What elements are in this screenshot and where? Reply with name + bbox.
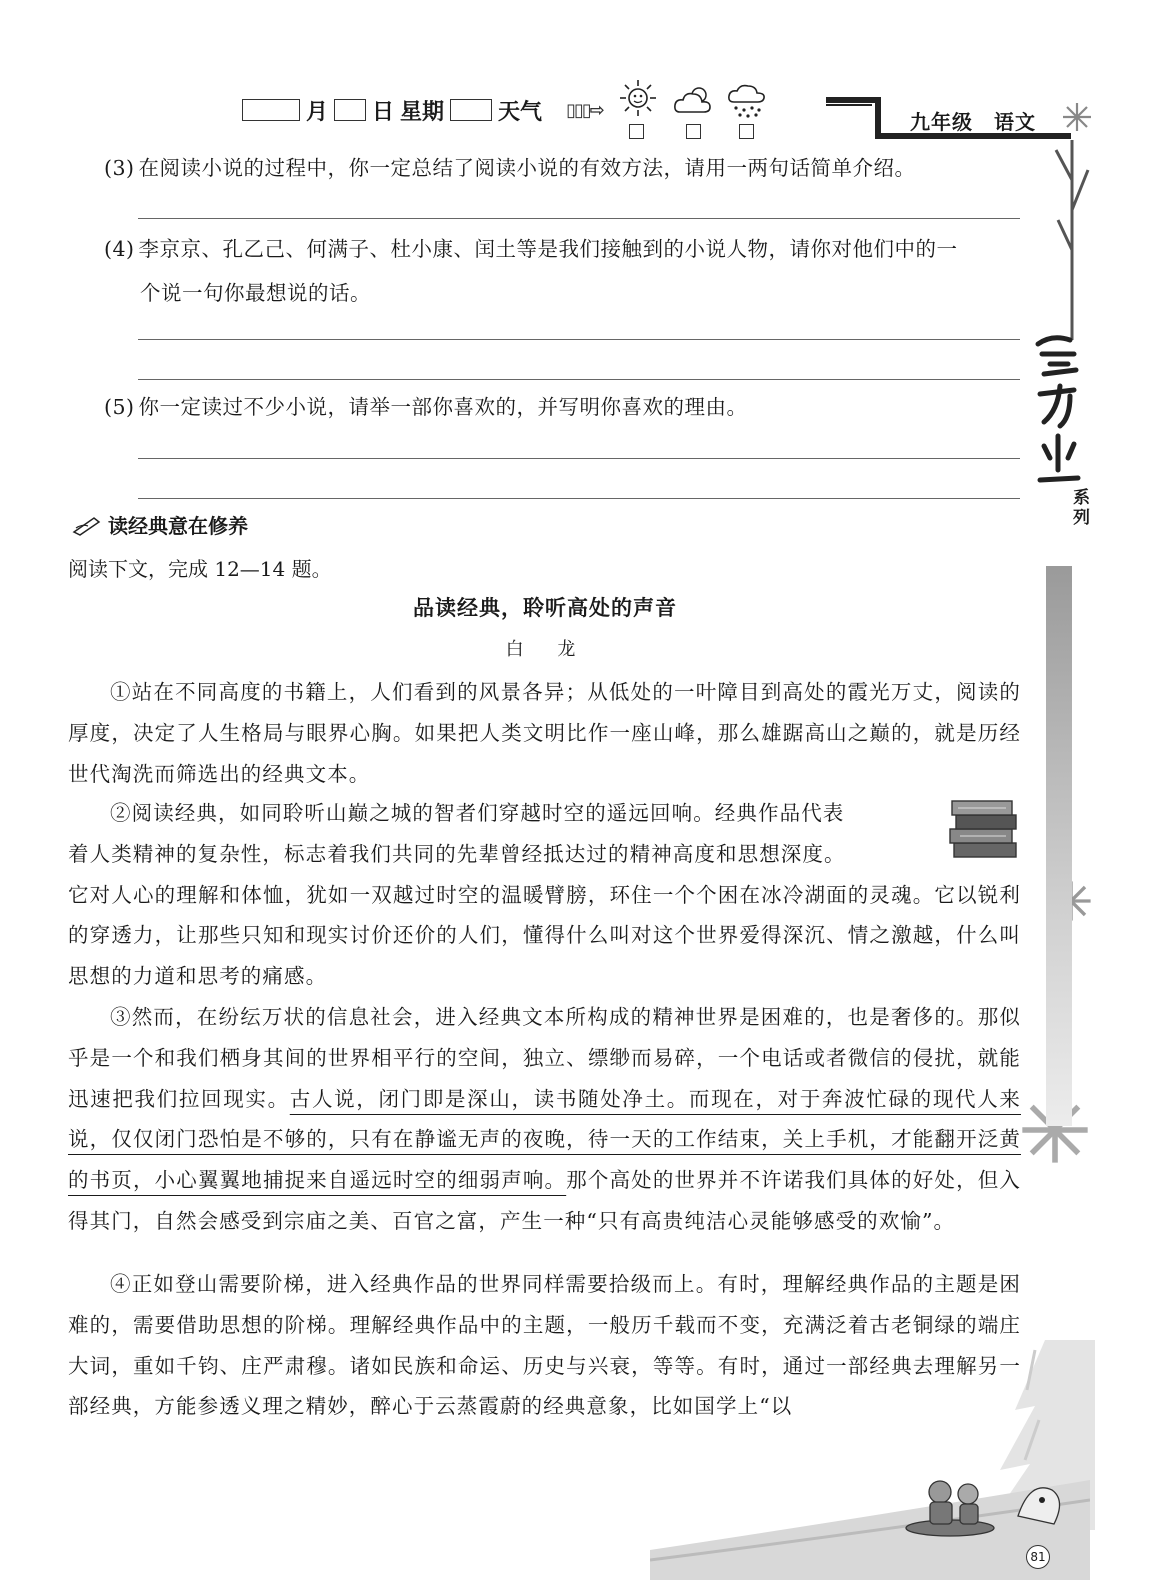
section-heading	[72, 510, 248, 539]
arrow-icon: ▯▯▯⇨	[566, 99, 603, 121]
month-label: 月	[306, 99, 329, 125]
page-number: 81	[1026, 1545, 1050, 1569]
article-author: 白 龙	[505, 639, 590, 660]
paragraph-text-a: ③然而，在纷纭万状的信息社会，进入经典文本所构成的精神世界是困难的，也是奢侈的。那似乎是一个和我们栖身其间的世界相平行的空间，独立、缥缈而易碎，一个电话或者微信的侵扰，就能迅速把我们拉回现实。	[68, 1005, 1021, 1111]
paragraph-1	[68, 672, 1021, 794]
paragraph-2	[68, 793, 1021, 997]
question-4	[104, 227, 1024, 315]
weekday-label: 星期	[400, 99, 445, 125]
paragraph-text	[68, 997, 1021, 1242]
year-box[interactable]	[242, 99, 300, 121]
tree-branch-decoration	[1052, 140, 1092, 340]
question-text: 在阅读小说的过程中，你一定总结了阅读小说的有效方法，请用一两句话简单介绍。	[138, 156, 916, 180]
answer-line[interactable]	[138, 458, 1020, 459]
paragraph-text: 着人类精神的复杂性，标志着我们共同的先辈曾经抵达过的精神高度和思想深度。	[68, 841, 846, 866]
section-heading-text: 读经典意在修养	[108, 514, 248, 538]
day-label: 日	[372, 99, 395, 125]
question-text-continued: 个说一句你最想说的话。	[140, 281, 371, 305]
weather-checkbox-sun[interactable]	[629, 124, 644, 139]
paragraph-3	[68, 997, 1021, 1242]
underlined-passage[interactable]: 古人说，闭门即是深山，读书随处净土。而现在，对于奔波忙碌的现代人来说，仅仅闭门恐怕是不够的，只有在静谧无声的夜晚，待一天的工作结束，关上手机，才能翻开泛黄的书页，小心翼翼地捕捉来自遥远时空的细弱声响。	[68, 1086, 1021, 1193]
date-weather-row	[242, 95, 603, 125]
reading-instruction: 阅读下文，完成 12—14 题。	[68, 557, 332, 581]
pen-icon	[72, 514, 102, 536]
paragraph-text: ④正如登山需要阶梯，进入经典作品的世界同样需要拾级而上。有时，理解经典作品的主题是困难的，需要借助思想的阶梯。理解经典作品中的主题，一般历千载而不变，充满泛着古老铜绿的端庄大词，重如千钧、庄严肃穆。诸如民族和命运、历史与兴衰，等等。有时，通过一部经典去理解另一部经典，方能参透义理之精妙，醉心于云蒸霞蔚的经典意象，比如国学上“以	[68, 1272, 1021, 1419]
question-5	[104, 385, 1024, 429]
answer-line[interactable]	[138, 339, 1020, 340]
paragraph-text: 它对人心的理解和体恤，犹如一双越过时空的温暖臂膀，环住一个个困在冰冷湖面的灵魂。它以锐利的穿透力，让那些只知和现实讨价还价的人们，懂得什么叫对这个世界爱得深沉、情之激越，什么叫思想的力道和思考的痛感。	[68, 882, 1021, 989]
brand-calligraphy-logo	[1030, 330, 1090, 490]
answer-line[interactable]	[138, 498, 1020, 499]
day-box[interactable]	[334, 99, 366, 121]
books-icon	[948, 795, 1020, 861]
sun-icon	[618, 78, 658, 118]
question-number: (3)	[104, 156, 135, 180]
answer-line[interactable]	[138, 379, 1020, 380]
grade-subject-label: 九年级 语文	[910, 110, 1036, 134]
sledding-kids-illustration	[650, 1420, 1090, 1580]
paragraph-4	[68, 1264, 1021, 1427]
snow-cloud-icon	[726, 82, 768, 120]
question-text: 李京京、孔乙己、何满子、杜小康、闰土等是我们接触到的小说人物，请你对他们中的一	[138, 237, 958, 261]
weather-checkbox-cloud[interactable]	[686, 124, 701, 139]
paragraph-text: ①站在不同高度的书籍上，人们看到的风景各异；从低处的一叶障目到高处的霞光万丈，阅读的厚度，决定了人生格局与眼界心胸。如果把人类文明比作一座山峰，那么雄踞高山之巅的，就是历经世代淘洗而筛选出的经典文本。	[68, 680, 1021, 786]
weekday-box[interactable]	[450, 99, 492, 121]
snowflake-icon	[1062, 102, 1092, 132]
question-3	[104, 146, 1024, 190]
series-label: 系列	[1073, 488, 1090, 528]
weather-label: 天气	[498, 99, 543, 125]
paragraph-text: ②阅读经典，如同聆听山巅之城的智者们穿越时空的遥远回响。经典作品代表	[110, 801, 845, 825]
paragraph-text-b: 那个高处的世界并不许诺我们具体的好处，但入得其门，自然会感受到宗庙之美、百官之富，产生一种“只有高贵纯洁心灵能够感受的欢愉”。	[68, 1168, 1021, 1233]
article-title: 品读经典，聆听高处的声音	[413, 596, 677, 620]
answer-line[interactable]	[138, 218, 1020, 219]
question-number: (4)	[104, 237, 135, 261]
question-text: 你一定读过不少小说，请举一部你喜欢的，并写明你喜欢的理由。	[138, 395, 748, 419]
cloud-icon	[672, 84, 716, 118]
weather-checkbox-snow[interactable]	[739, 124, 754, 139]
question-number: (5)	[104, 395, 135, 419]
